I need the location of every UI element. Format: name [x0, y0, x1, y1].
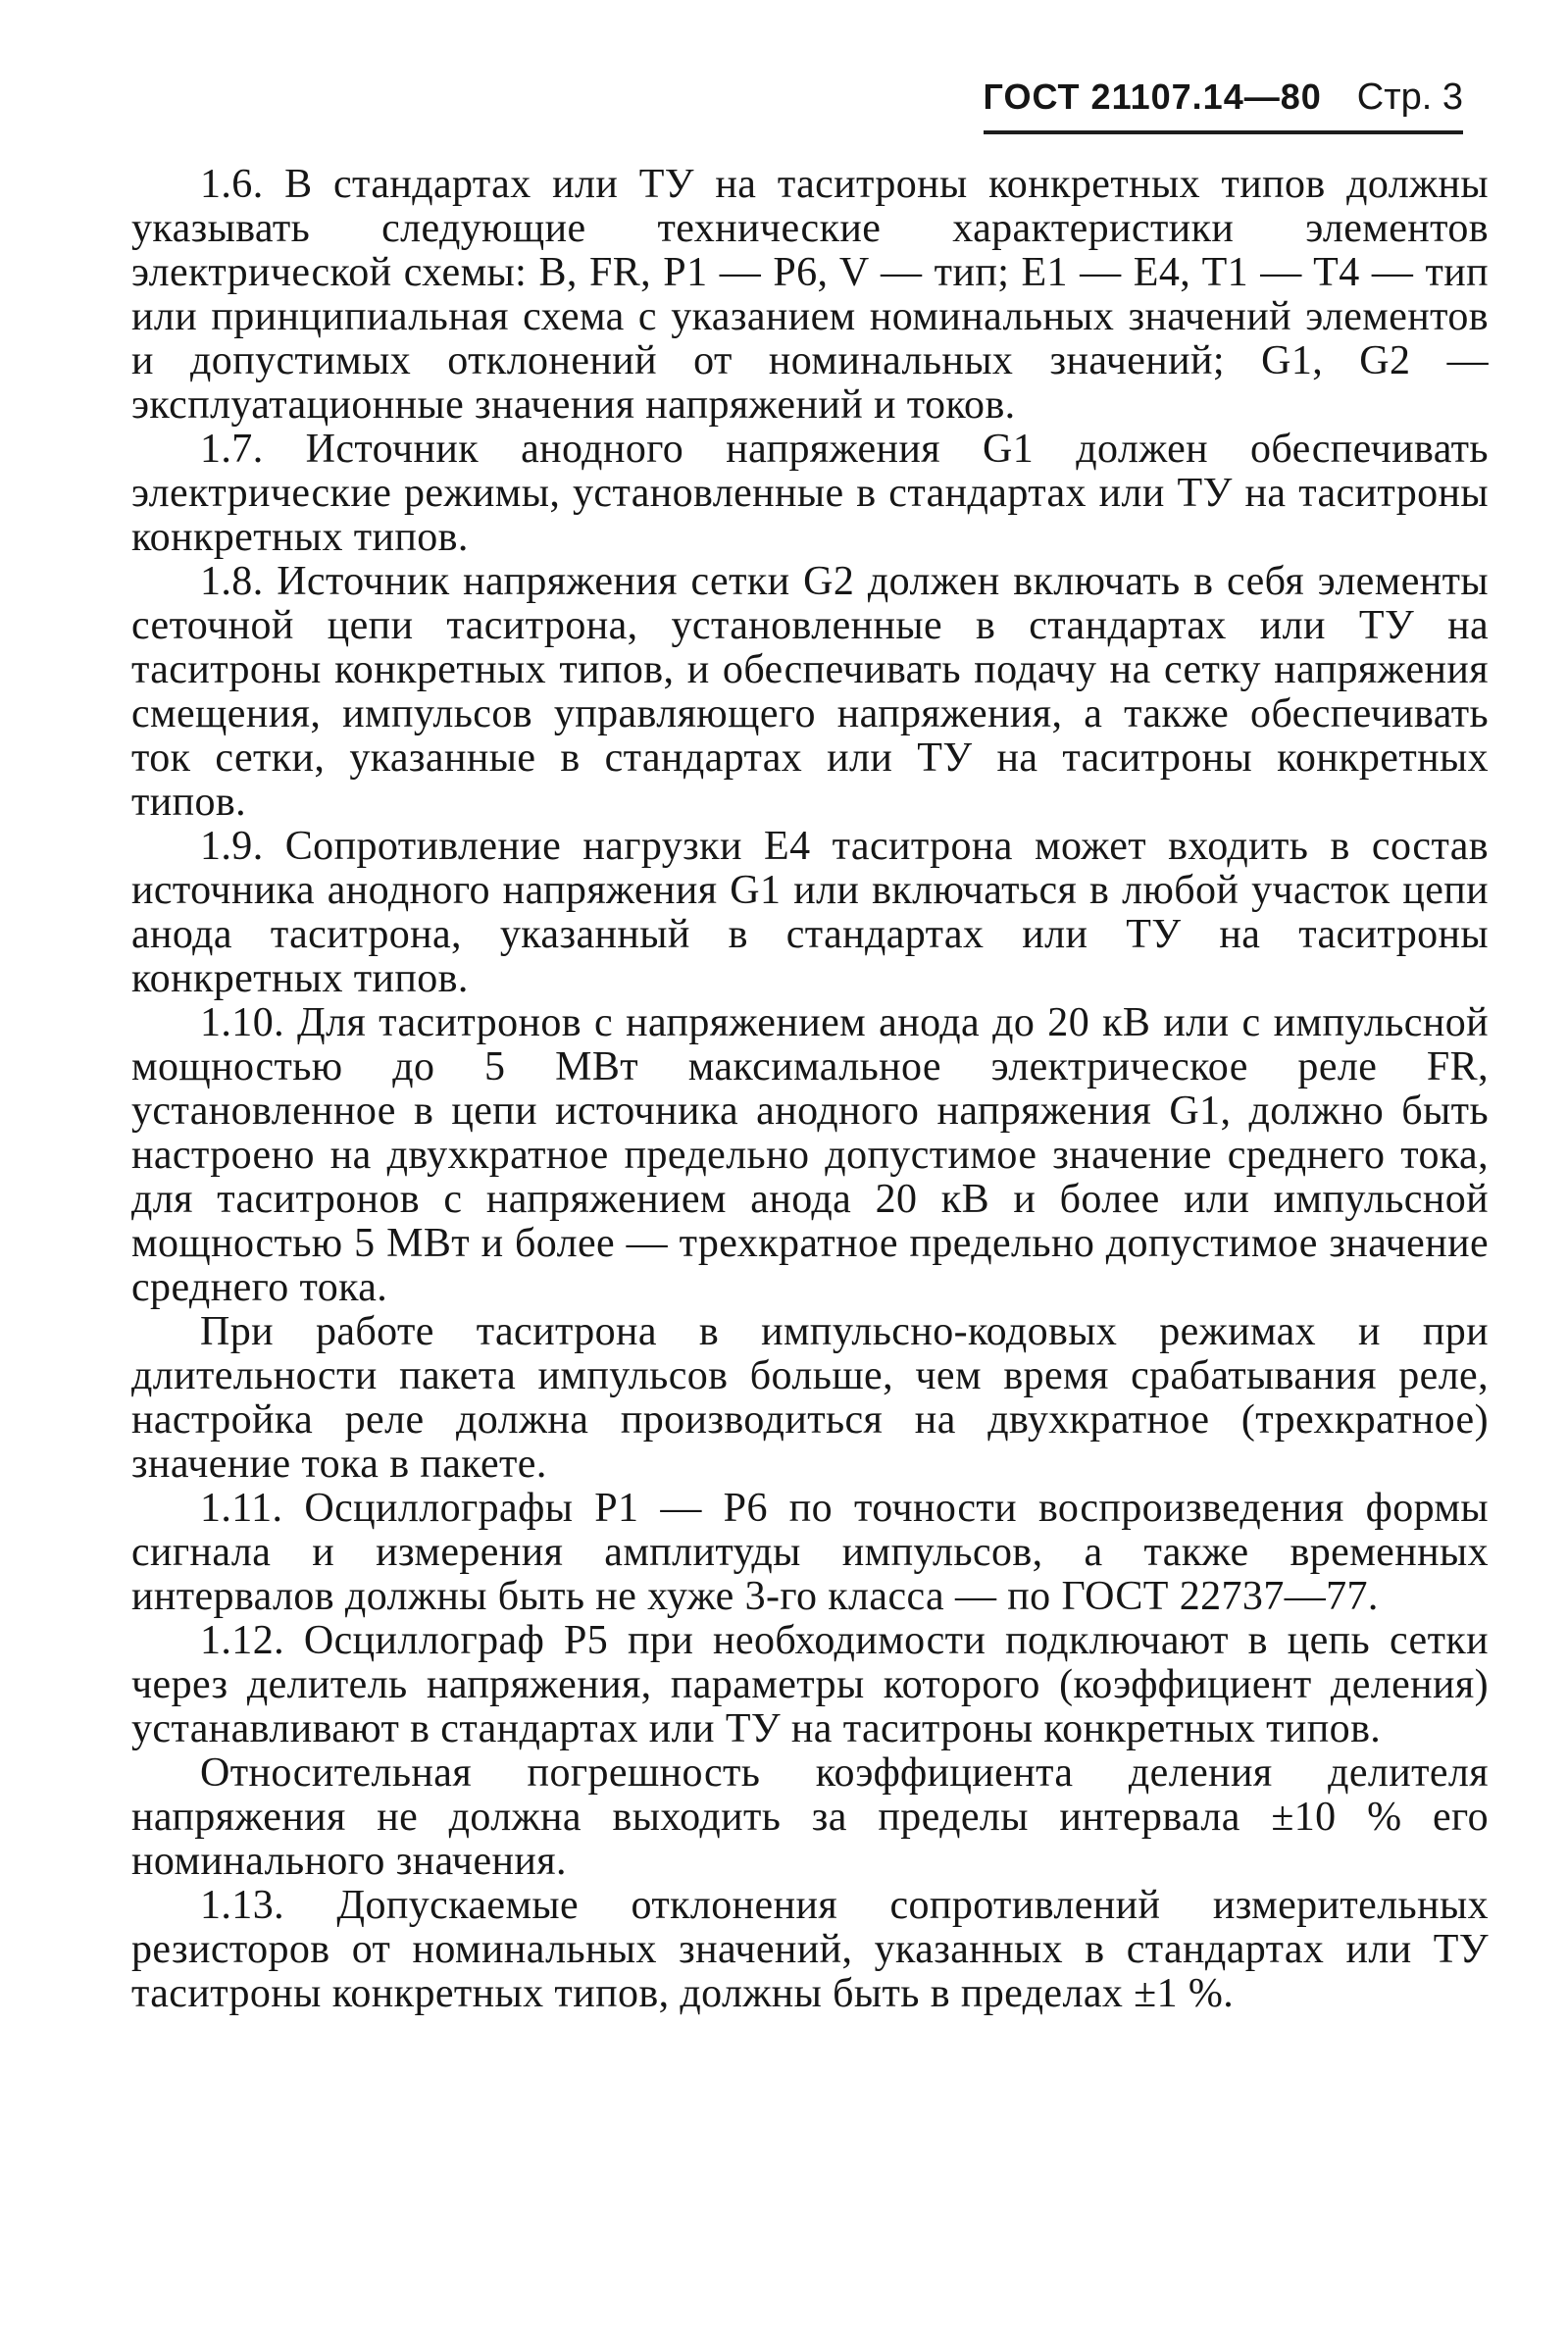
page-header — [984, 73, 1463, 134]
paragraph-1-10-note: При работе таситрона в импульсно-кодовых режимах и при длительности пакета импульсов больше, чем время срабатывания реле, настройка реле должна производиться на двухкратное (трехкратное) значение тока в пакете. — [131, 1309, 1489, 1487]
paragraph-1-11: 1.11. Осциллографы P1 — P6 по точности воспроизведения формы сигнала и измерения амплитуды импульсов, а также временных интервалов должны быть не хуже 3-го класса — по ГОСТ 22737—77. — [131, 1486, 1489, 1619]
paragraph-1-12-note: Относительная погрешность коэффициента деления делителя напряжения не должна выходить за пределы интервала ±10 % его номинального значения. — [131, 1750, 1489, 1884]
paragraph-1-7: 1.7. Источник анодного напряжения G1 должен обеспечивать электрические режимы, установленные в стандартах или ТУ на таситроны конкретных типов. — [131, 427, 1489, 560]
page-number: Стр. 3 — [1356, 76, 1463, 118]
paragraph-1-12: 1.12. Осциллограф P5 при необходимости подключают в цепь сетки через делитель напряжения, параметры которого (коэффициент деления) устанавливают в стандартах или ТУ на таситроны конкретных типов. — [131, 1618, 1489, 1751]
document-body — [131, 163, 1489, 2016]
paragraph-1-8: 1.8. Источник напряжения сетки G2 должен включать в себя элементы сеточной цепи таситрона, установленные в стандартах или ТУ на таситроны конкретных типов, и обеспечивать подачу на сетку напряжения смещения, импульсов управляющего напряжения, а также обеспечивать ток сетки, указанные в стандартах или ТУ на таситроны конкретных типов. — [131, 559, 1489, 825]
paragraph-1-10: 1.10. Для таситронов с напряжением анода до 20 кВ или с импульсной мощностью до 5 МВт максимальное электрическое реле FR, установленное в цепи источника анодного напряжения G1, должно быть настроено на двухкратное предельно допустимое значение среднего тока, для таситронов с напряжением анода 20 кВ и более или импульсной мощностью 5 МВт и более — трехкратное предельно допустимое значение среднего тока. — [131, 1000, 1489, 1310]
paragraph-1-13: 1.13. Допускаемые отклонения сопротивлений измерительных резисторов от номинальных значений, указанных в стандартах или ТУ таситроны конкретных типов, должны быть в пределах ±1 %. — [131, 1883, 1489, 2016]
paragraph-1-6: 1.6. В стандартах или ТУ на таситроны конкретных типов должны указывать следующие технические характеристики элементов электрической схемы: B, FR, P1 — P6, V — тип; E1 — E4, T1 — T4 — тип или принципиальная схема с указанием номинальных значений элементов и допустимых отклонений от номинальных значений; G1, G2 — эксплуатационные значения напряжений и токов. — [131, 162, 1489, 428]
standard-number: ГОСТ 21107.14—80 — [983, 76, 1322, 117]
paragraph-1-9: 1.9. Сопротивление нагрузки E4 таситрона может входить в состав источника анодного напряжения G1 или включаться в любой участок цепи анода таситрона, указанный в стандартах или ТУ на таситроны конкретных типов. — [131, 824, 1489, 1001]
